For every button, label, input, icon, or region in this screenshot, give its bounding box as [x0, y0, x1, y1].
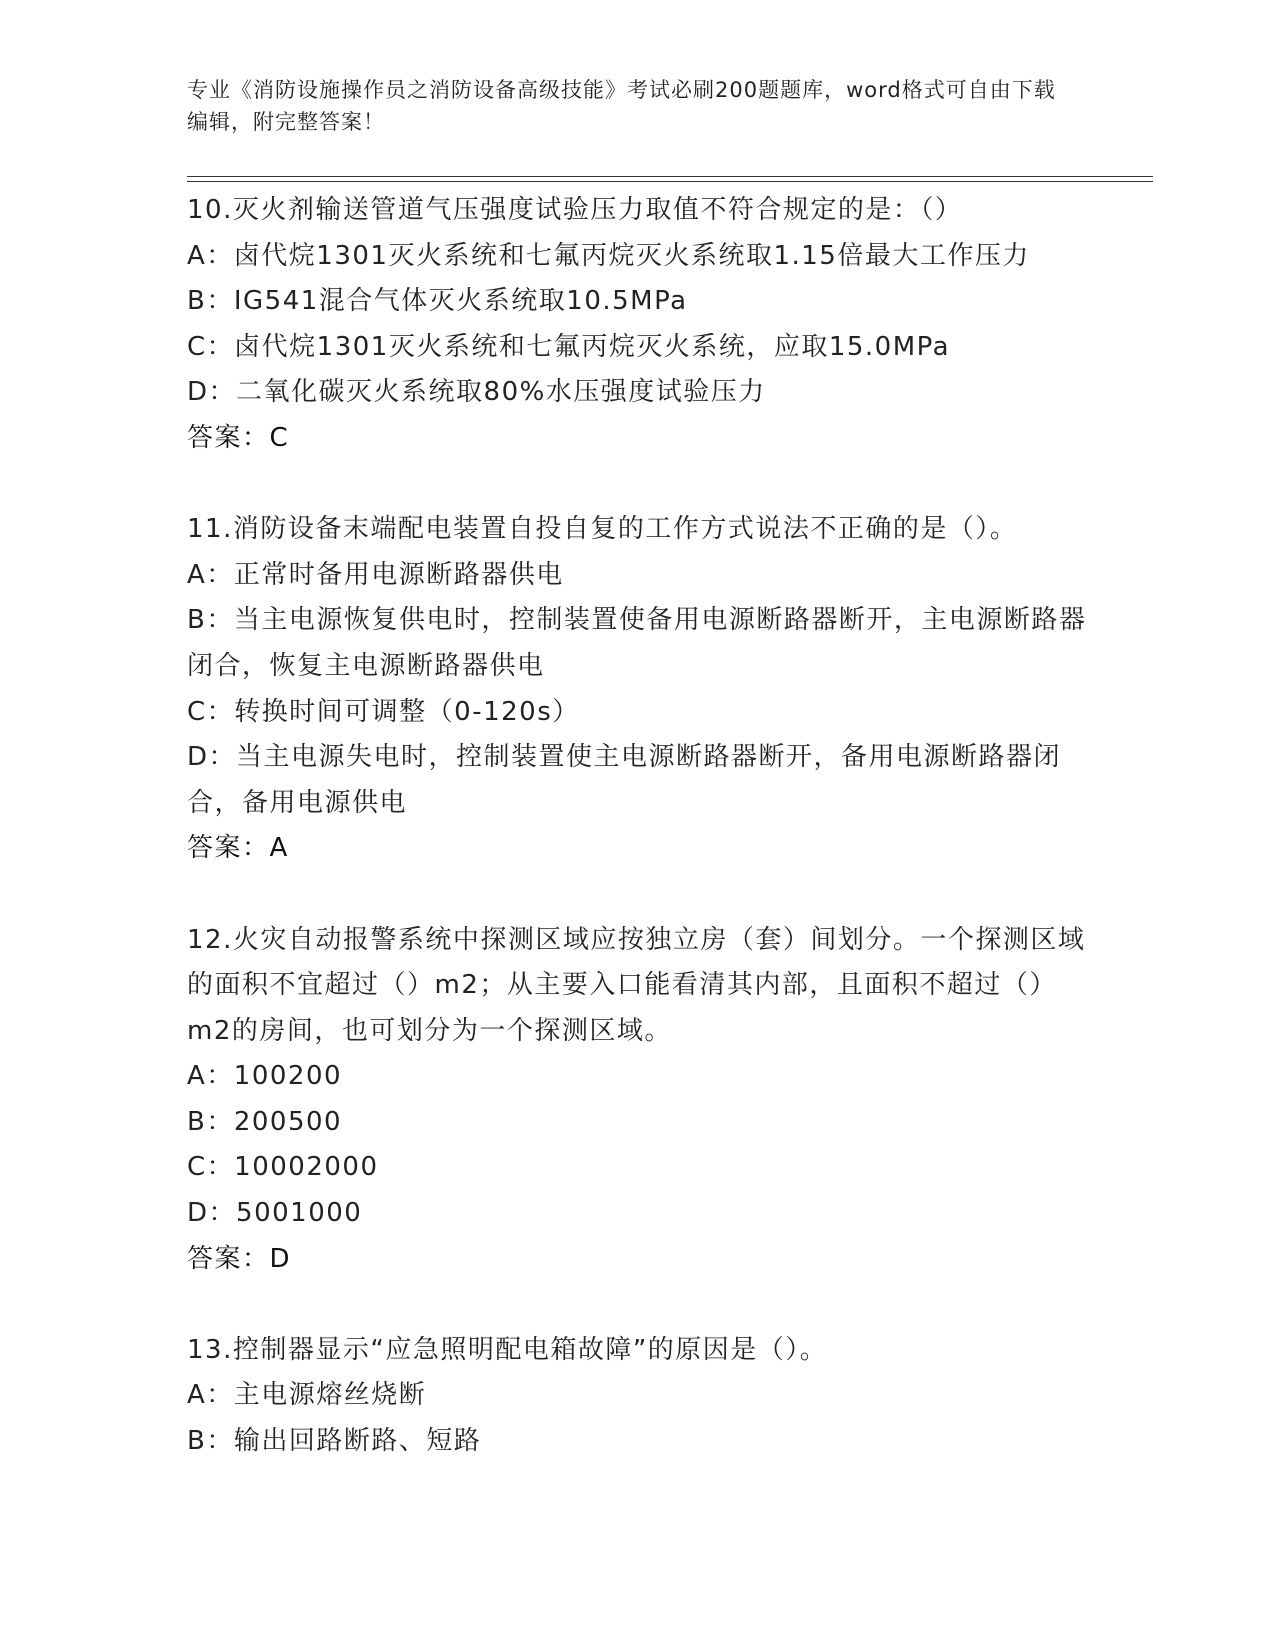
option-a: A：100200 [187, 1061, 343, 1092]
option-d: D：二氧化碳灭火系统取80%水压强度试验压力 [187, 377, 766, 408]
option-a: A：卤代烷1301灭火系统和七氟丙烷灭火系统取1.15倍最大工作压力 [187, 240, 1030, 271]
question-list [187, 188, 1087, 1510]
question-stem: 11.消防设备末端配电装置自投自复的工作方式说法不正确的是（）。 [187, 514, 1018, 545]
question-stem: 13.控制器显示“应急照明配电箱故障”的原因是（）。 [187, 1334, 828, 1365]
question-11 [187, 507, 1087, 872]
option-a: A：主电源熔丝烧断 [187, 1380, 427, 1411]
option-b: B：当主电源恢复供电时，控制装置使备用电源断路器断开，主电源断路器闭合，恢复主电源断路器供电 [187, 605, 1087, 681]
option-b: B：200500 [187, 1106, 343, 1137]
option-c: C：卤代烷1301灭火系统和七氟丙烷灭火系统，应取15.0MPa [187, 331, 951, 362]
question-13 [187, 1328, 1087, 1465]
option-b: B：输出回路断路、短路 [187, 1426, 482, 1457]
header-divider-bottom [187, 181, 1153, 182]
question-stem: 12.火灾自动报警系统中探测区域应按独立房（套）间划分。一个探测区域的面积不宜超过（）m2；从主要入口能看清其内部，且面积不超过（）m2的房间，也可划分为一个探测区域。 [187, 924, 1086, 1046]
option-d: D：5001000 [187, 1198, 363, 1229]
answer: 答案：C [187, 422, 290, 453]
answer: 答案：A [187, 833, 289, 864]
option-c: C：转换时间可调整（0-120s） [187, 696, 580, 727]
option-d: D：当主电源失电时，控制装置使主电源断路器断开，备用电源断路器闭合，备用电源供电 [187, 742, 1062, 818]
option-b: B：IG541混合气体灭火系统取10.5MPa [187, 286, 688, 317]
option-a: A：正常时备用电源断路器供电 [187, 559, 564, 590]
question-12 [187, 918, 1087, 1283]
answer: 答案：D [187, 1243, 292, 1274]
document-title: 专业《消防设施操作员之消防设备高级技能》考试必刷200题题库，word格式可自由下载编辑，附完整答案！ [187, 78, 1056, 134]
question-stem: 10.灭火剂输送管道气压强度试验压力取值不符合规定的是：（） [187, 195, 963, 225]
header-divider-top [187, 176, 1153, 177]
question-10 [187, 188, 1087, 462]
option-c: C：10002000 [187, 1152, 379, 1183]
